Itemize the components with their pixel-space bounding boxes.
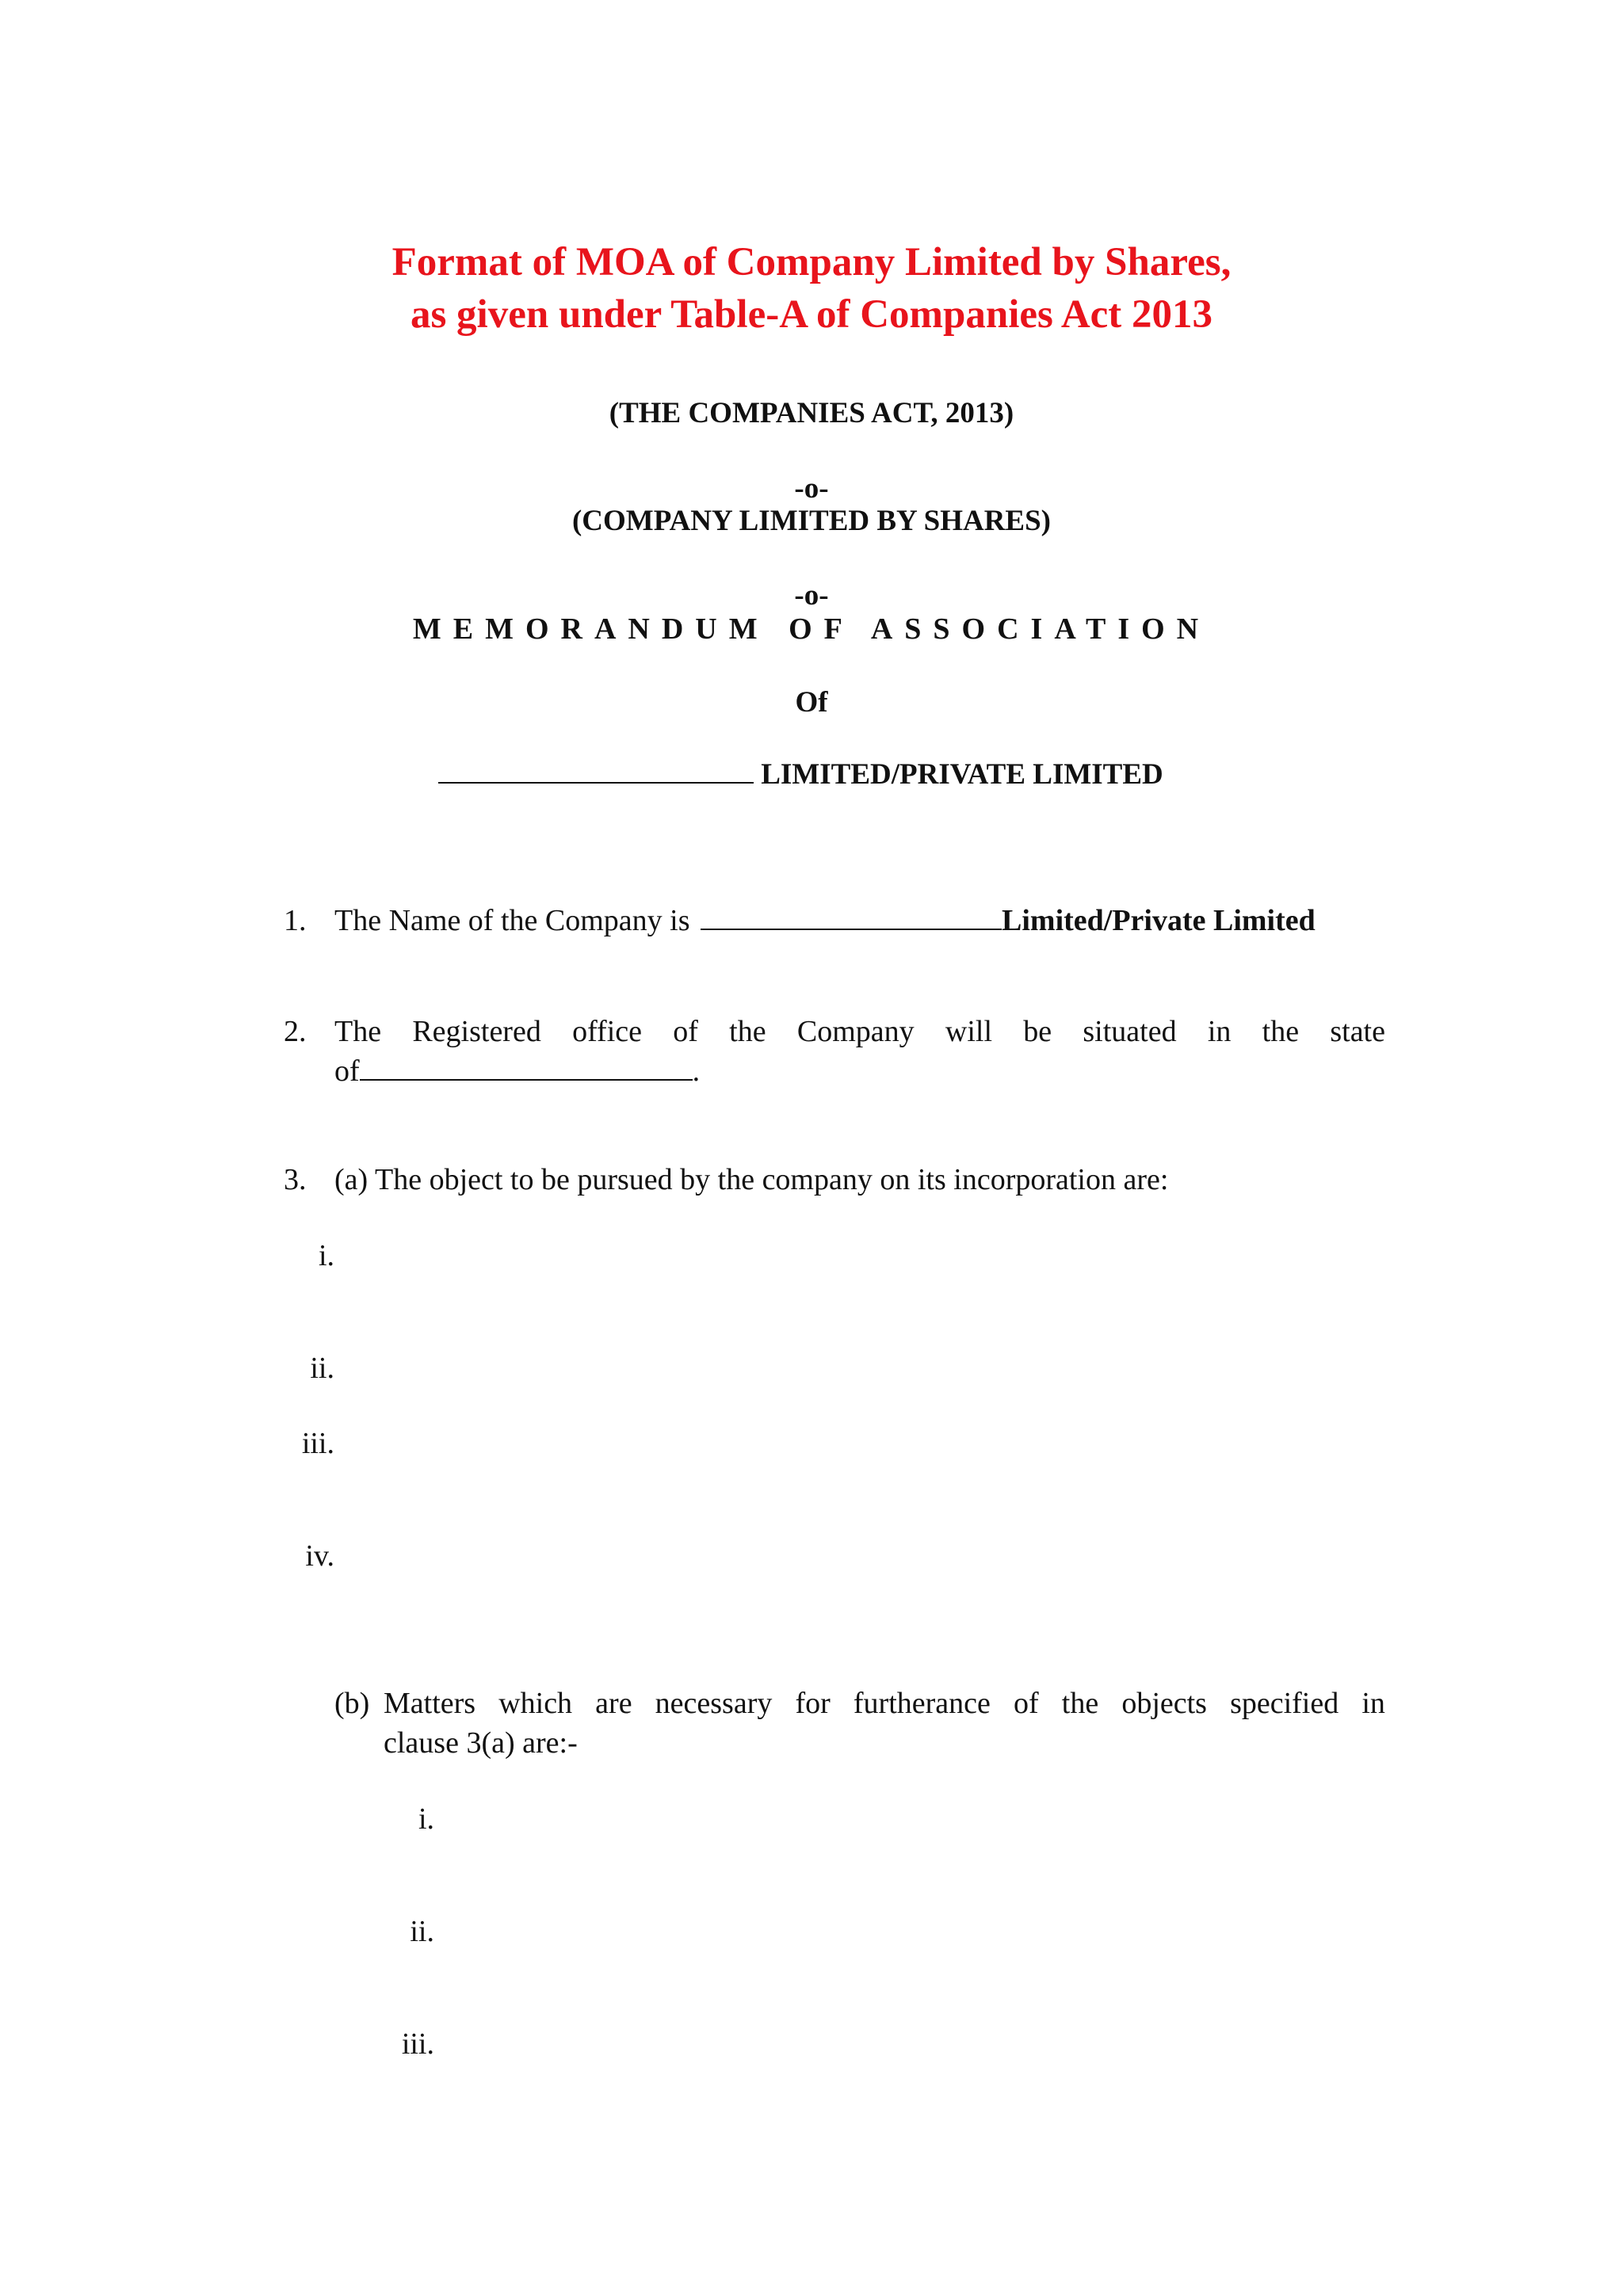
clause-3a-item-iii: iii. — [301, 1427, 334, 1460]
clause-3a-text: (a) The object to be pursued by the company on its incorporation are: — [334, 1163, 1169, 1196]
clause-3b-word: in — [1361, 1687, 1385, 1720]
clause-1-text: The Name of the Company is — [334, 904, 690, 937]
clause-2-of: of — [334, 1055, 360, 1088]
clause-2-word: the — [1262, 1015, 1300, 1048]
clause-1 — [334, 903, 1316, 938]
clause-2-period: . — [692, 1055, 701, 1088]
clause-3b-word: of — [1014, 1687, 1039, 1720]
clause-3b-word: are — [595, 1687, 632, 1720]
clause-2-line-2 — [334, 1054, 700, 1089]
clause-2-word: Company — [796, 1015, 915, 1048]
clause-2-word: be — [1023, 1015, 1052, 1048]
company-name-heading — [438, 757, 1163, 791]
clause-3b-item-i: i. — [418, 1802, 434, 1836]
clause-3b-line-1 — [384, 1686, 1385, 1721]
state-blank — [360, 1055, 693, 1081]
clause-3b-label: (b) — [334, 1687, 370, 1720]
clause-3-number: 3. — [284, 1163, 307, 1196]
clause-3b-word: specified — [1230, 1687, 1339, 1720]
clause-2-word: will — [945, 1015, 993, 1048]
company-name-blank — [438, 758, 754, 784]
clause-2-word: of — [673, 1015, 698, 1048]
clause-1-number: 1. — [284, 904, 307, 937]
separator-1: -o- — [794, 472, 829, 505]
clause-3a-item-ii: ii. — [310, 1352, 334, 1385]
clause-1-suffix: Limited/Private Limited — [1002, 904, 1316, 937]
clause-2-word: The — [334, 1015, 382, 1048]
clause-2-word: in — [1207, 1015, 1232, 1048]
clause-2-word: office — [572, 1015, 643, 1048]
clause-2-word: situated — [1083, 1015, 1177, 1048]
clause-3a-item-i: i. — [318, 1239, 334, 1272]
of-heading: Of — [795, 686, 828, 719]
clause-2-word: the — [729, 1015, 766, 1048]
clause-3b-word: for — [795, 1687, 831, 1720]
clause-2-word: Registered — [412, 1015, 541, 1048]
company-name-blank-2 — [701, 905, 1002, 930]
clause-3a-item-iv: iv. — [305, 1539, 334, 1573]
clause-2-number: 2. — [284, 1015, 307, 1048]
act-heading: (THE COMPANIES ACT, 2013) — [609, 397, 1014, 429]
limited-suffix: LIMITED/PRIVATE LIMITED — [761, 758, 1163, 791]
clause-3b-item-ii: ii. — [410, 1915, 434, 1948]
clause-3b-item-iii: iii. — [401, 2027, 434, 2061]
clause-3b-word: objects — [1121, 1687, 1207, 1720]
clause-3b-line-2: clause 3(a) are:- — [384, 1726, 578, 1760]
clause-3b-word: which — [498, 1687, 573, 1720]
separator-2: -o- — [794, 579, 829, 612]
clause-3b-word: Matters — [384, 1687, 476, 1720]
memorandum-heading: MEMORANDUM OF ASSOCIATION — [412, 612, 1211, 646]
clause-2-line-1 — [334, 1014, 1385, 1049]
document-title-line-2: as given under Table-A of Companies Act 2013 — [410, 292, 1213, 337]
clause-3b-word: furtherance — [853, 1687, 991, 1720]
clause-3b-word: necessary — [655, 1687, 773, 1720]
clause-3b-word: the — [1061, 1687, 1099, 1720]
company-type-heading: (COMPANY LIMITED BY SHARES) — [571, 505, 1051, 537]
clause-2-word: state — [1330, 1015, 1385, 1048]
document-title-line-1: Format of MOA of Company Limited by Shares, — [391, 240, 1232, 284]
